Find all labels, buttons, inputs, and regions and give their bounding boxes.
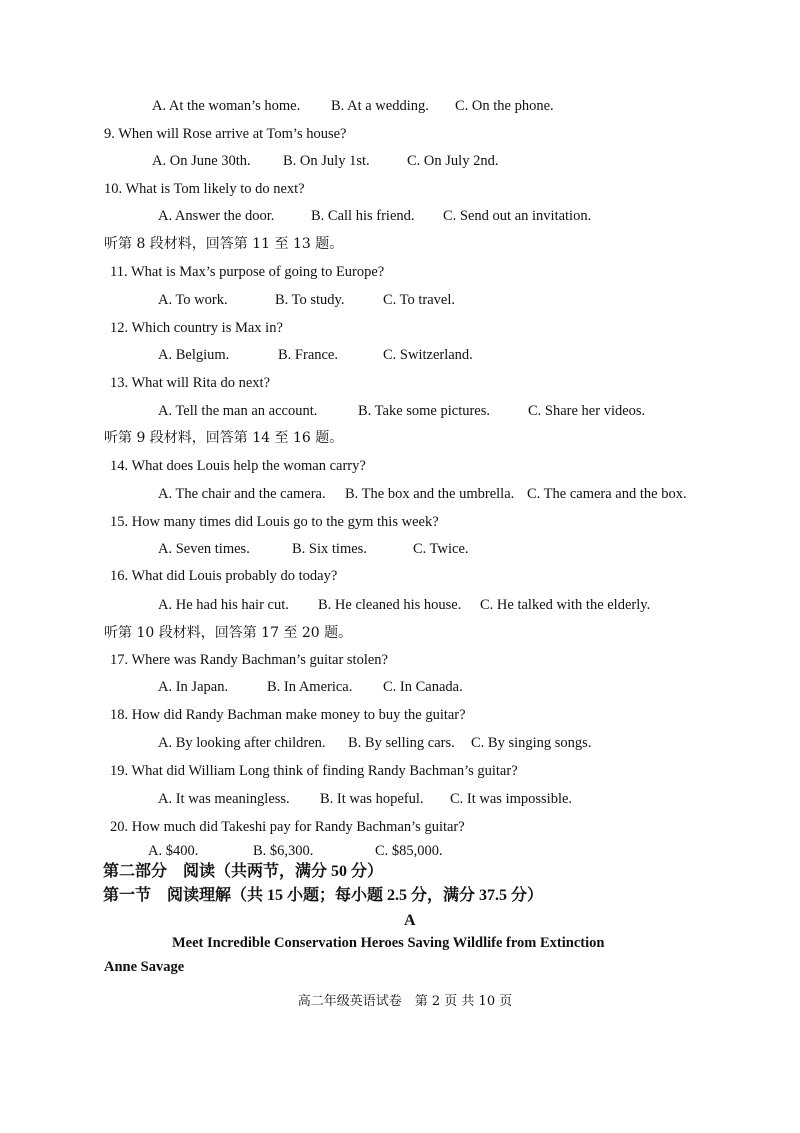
q10-question: 10. What is Tom likely to do next? [104,181,305,197]
q12-option-b: B. France. [278,347,338,363]
q9-option-a: A. On June 30th. [152,153,251,169]
q10-option-c: C. Send out an invitation. [443,208,592,224]
q20-option-a: A. $400. [148,843,199,859]
q10-option-a: A. Answer the door. [158,208,275,224]
q15-option-b: B. Six times. [292,541,367,557]
q8-option-a: A. At the woman’s home. [152,98,301,114]
q19-question: 19. What did William Long think of finding Randy Bachman’s guitar? [110,763,518,779]
section-one-heading: 第一节 阅读理解（共 15 小题；每小题 2.5 分，满分 37.5 分） [103,887,544,904]
q20-option-b: B. $6,300. [253,843,314,859]
q13-question: 13. What will Rita do next? [110,375,271,391]
q10-option-b: B. Call his friend. [311,208,415,224]
q18-option-b: B. By selling cars. [348,735,455,751]
q14-option-c: C. The camera and the box. [527,486,687,502]
q18-question: 18. How did Randy Bachman make money to buy the guitar? [110,707,466,723]
instruction-section-8: 听第 8 段材料，回答第 11 至 13 题。 [104,236,344,252]
article-subtitle: Anne Savage [104,959,185,975]
q16-option-a: A. He had his hair cut. [158,597,289,613]
instruction-section-9: 听第 9 段材料，回答第 14 至 16 题。 [104,430,344,446]
q16-option-c: C. He talked with the elderly. [480,597,651,613]
q19-option-c: C. It was impossible. [450,791,573,807]
q17-question: 17. Where was Randy Bachman’s guitar stolen? [110,652,388,668]
q13-option-a: A. Tell the man an account. [158,403,318,419]
q11-question: 11. What is Max’s purpose of going to Europe? [110,264,385,280]
q11-option-a: A. To work. [158,292,228,308]
q20-question: 20. How much did Takeshi pay for Randy Bachman’s guitar? [110,819,465,835]
q13-option-c: C. Share her videos. [528,403,646,419]
q12-option-c: C. Switzerland. [383,347,473,363]
q17-option-b: B. In America. [267,679,353,695]
q15-question: 15. How many times did Louis go to the gym this week? [110,514,439,530]
q16-option-b: B. He cleaned his house. [318,597,462,613]
q16-question: 16. What did Louis probably do today? [110,568,338,584]
q9-option-c: C. On July 2nd. [407,153,499,169]
article-title: Meet Incredible Conservation Heroes Saving Wildlife from Extinction [172,935,605,951]
instruction-section-10: 听第 10 段材料，回答第 17 至 20 题。 [104,625,353,641]
q20-option-c: C. $85,000. [375,843,443,859]
q12-option-a: A. Belgium. [158,347,230,363]
q19-option-b: B. It was hopeful. [320,791,424,807]
q13-option-b: B. Take some pictures. [358,403,491,419]
q15-option-c: C. Twice. [413,541,469,557]
q17-option-c: C. In Canada. [383,679,463,695]
passage-label: A [404,912,416,929]
q15-option-a: A. Seven times. [158,541,250,557]
q9-question: 9. When will Rose arrive at Tom’s house? [104,126,347,142]
q17-option-a: A. In Japan. [158,679,229,695]
q8-option-b: B. At a wedding. [331,98,429,114]
q19-option-a: A. It was meaningless. [158,791,290,807]
q11-option-c: C. To travel. [383,292,456,308]
q8-option-c: C. On the phone. [455,98,554,114]
q14-option-b: B. The box and the umbrella. [345,486,515,502]
q14-option-a: A. The chair and the camera. [158,486,326,502]
part-two-heading: 第二部分 阅读（共两节，满分 50 分） [103,863,384,880]
q18-option-c: C. By singing songs. [471,735,592,751]
q9-option-b: B. On July 1st. [283,153,370,169]
q11-option-b: B. To study. [275,292,345,308]
q12-question: 12. Which country is Max in? [110,320,283,336]
page-footer: 高二年级英语试卷 第 2 页 共 10 页 [297,994,513,1009]
q18-option-a: A. By looking after children. [158,735,326,751]
q14-question: 14. What does Louis help the woman carry? [110,458,366,474]
